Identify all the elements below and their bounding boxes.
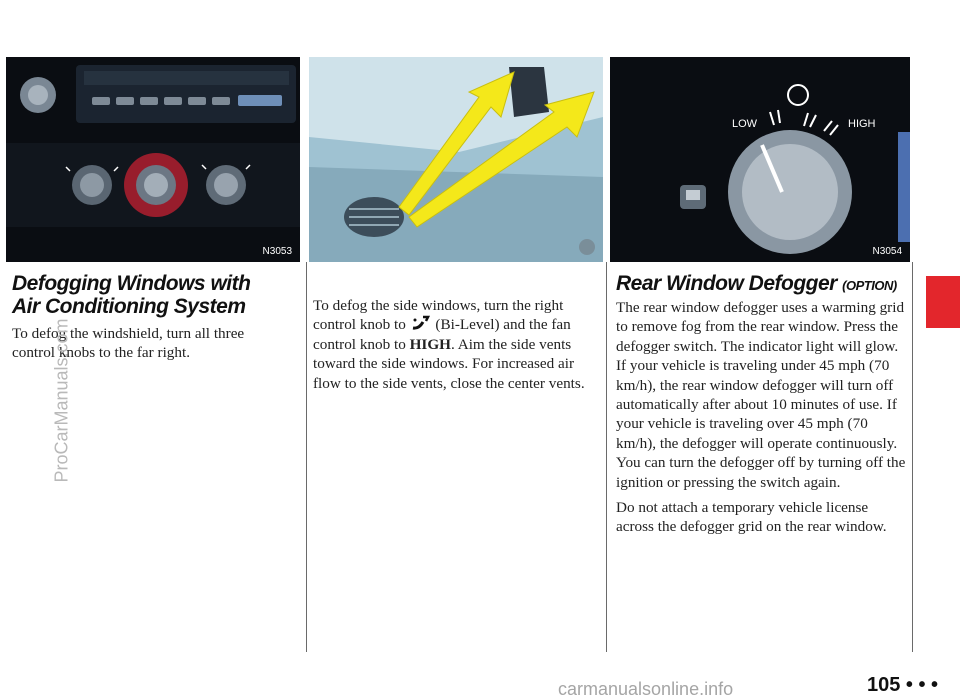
figure-code: N3054 (872, 246, 902, 257)
fan-high-label: HIGH (848, 118, 876, 130)
section-body: To defog the side windows, turn the right control knob to (Bi-Level) and the fan control knob to HIGH. Aim the side vents toward the side windows. For increased air flow to the side vents, close the center vents. (313, 297, 585, 392)
side-vent-photo (309, 57, 603, 262)
climate-control-illustration (6, 57, 300, 262)
defogger-illustration (610, 57, 910, 262)
bi-level-icon (410, 315, 432, 331)
section-tab (926, 276, 960, 328)
column-divider (306, 262, 307, 652)
fan-low-label: LOW (732, 118, 758, 130)
column-divider (606, 262, 607, 652)
figure-code: N3053 (262, 246, 292, 257)
side-vent-illustration (309, 57, 603, 262)
section-body: The rear window defogger uses a warming grid to remove fog from the rear window. Press the defogger switch. The indicator light will glow. If your vehicle is traveling under 45 mph (70 km/h), the rear window defogger will turn off automatically after about 10 minutes of use. If your vehicle is traveling over 45 mph (70 km/h), the defogger will operate continuously. You can turn the defogger off by turning off the ignition or pressing the switch again. Do not attach a temporary vehicle license across the defogger grid on the rear window. (616, 299, 906, 536)
section-body: To defog the windshield, turn all three control knobs to the far right. (12, 325, 245, 362)
page-number: 105 • • • (866, 674, 938, 696)
footer-watermark: carmanualsonline.info (558, 679, 734, 699)
column-divider (912, 262, 913, 652)
section-heading: Rear Window Defogger (OPTION) (616, 272, 897, 295)
section-heading: Defogging Windows with Air Conditioning System (12, 272, 251, 318)
climate-control-photo (6, 57, 300, 262)
side-watermark: ProCarManuals.com (51, 318, 72, 483)
rear-defogger-photo (610, 57, 910, 262)
